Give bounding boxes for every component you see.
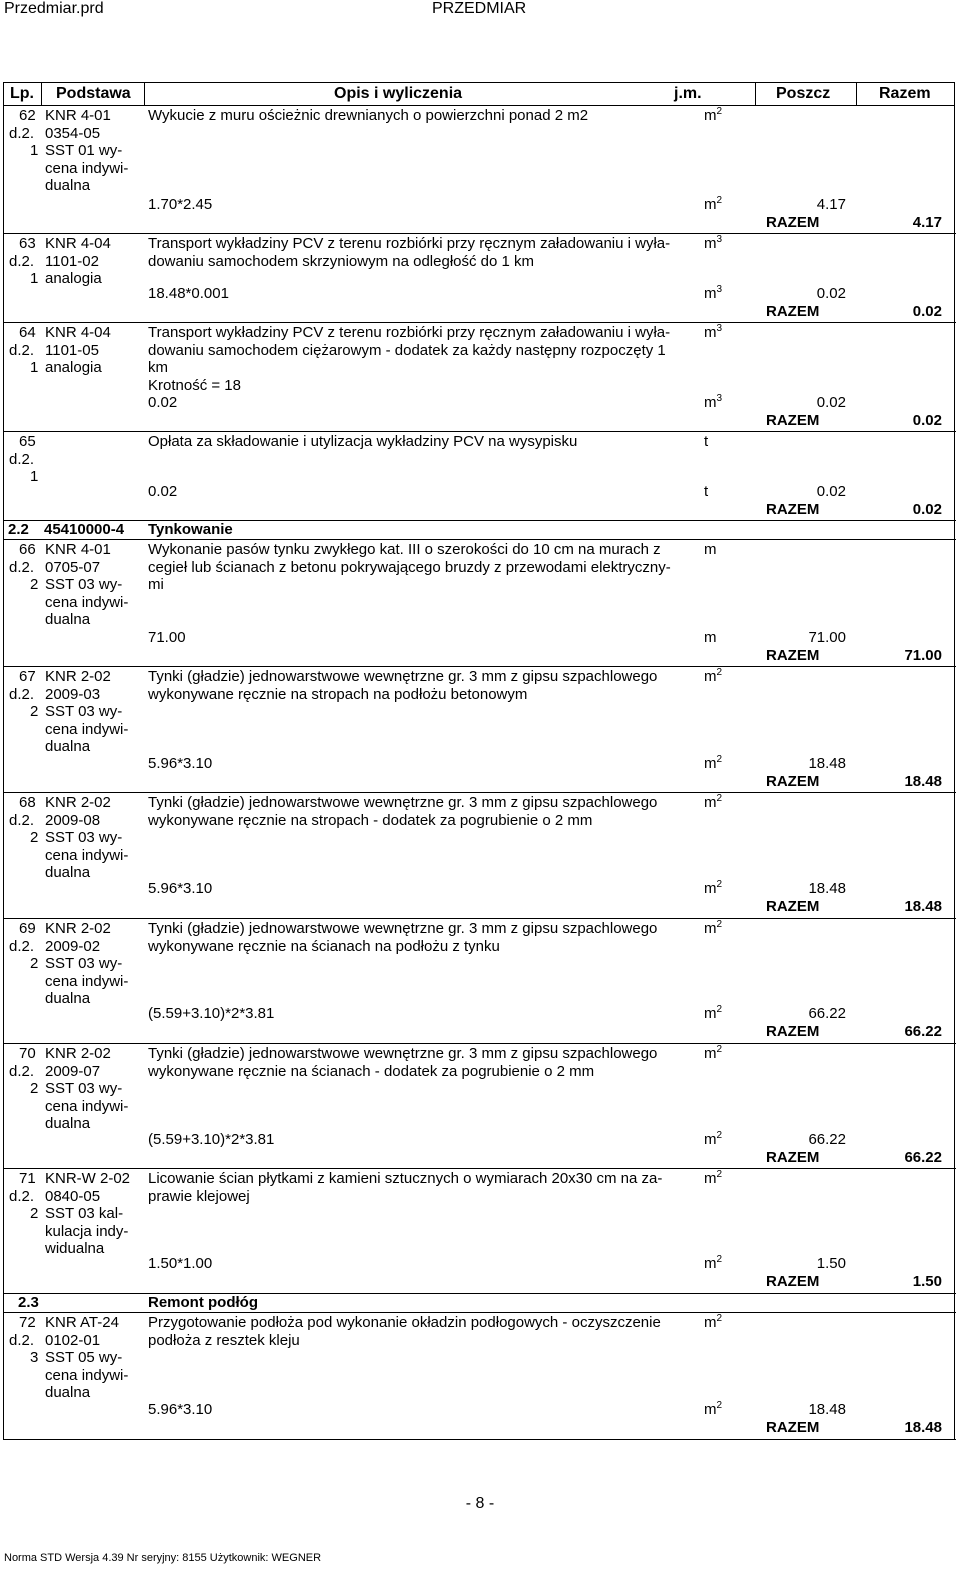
calculation: (5.59+3.10)*2*3.81: [148, 1005, 275, 1022]
podstawa-line: dualna: [45, 1384, 91, 1401]
unit: $m^2$: [704, 1169, 723, 1187]
podstawa-line: SST 03 wy-: [45, 1080, 123, 1097]
lp-line: 65: [19, 433, 36, 450]
lp-line: 63: [19, 235, 36, 252]
calc-unit: $m^2$: [704, 1004, 723, 1022]
opis-line: Krotność = 18: [148, 376, 241, 394]
podstawa-line: 1101-02: [45, 252, 99, 270]
lp-line: 62: [19, 107, 36, 124]
lp-line: 67: [19, 668, 36, 685]
lp-line: 2: [30, 955, 39, 972]
lp-line: 68: [19, 794, 36, 811]
podstawa-line: 0102-01: [45, 1331, 101, 1349]
lp-line: d.2.: [9, 1187, 35, 1205]
podstawa-line: cena indywi-: [45, 1097, 129, 1115]
podstawa-line: KNR 2-02: [45, 920, 111, 937]
page-number: - 8 -: [465, 1495, 495, 1512]
podstawa-line: SST 03 kal-: [45, 1205, 124, 1222]
unit: $m^2$: [704, 106, 723, 124]
calc-unit: $m^3$: [704, 393, 723, 411]
section-title: Remont podłóg: [148, 1294, 258, 1311]
lp-line: 2: [30, 1080, 39, 1097]
lp-line: d.2.: [9, 1331, 35, 1349]
lp-line: d.2.: [9, 685, 35, 703]
opis-line: Tynki (gładzie) jednowarstwowe wewnętrzne gr. 3 mm z gipsu szpachlowego: [148, 794, 658, 811]
lp-line: d.2.: [9, 450, 35, 468]
razem-value: 1.50: [912, 1273, 942, 1290]
razem-value: 18.48: [904, 773, 942, 790]
lp-line: 1: [30, 142, 39, 159]
col-opis: Opis i wyliczenia: [334, 85, 463, 102]
poszcz-value: 0.02: [816, 483, 846, 500]
podstawa-line: 0840-05: [45, 1187, 101, 1205]
razem-value: 66.22: [904, 1149, 942, 1166]
podstawa-line: dualna: [45, 990, 91, 1007]
podstawa-line: SST 03 wy-: [45, 576, 123, 593]
opis-line: Wykucie z muru ościeżnic drewnianych o powierzchni ponad 2 m2: [148, 107, 589, 124]
table-header: [4, 83, 954, 106]
col-poszcz: Poszcz: [776, 85, 831, 102]
opis-line: km: [148, 359, 168, 376]
opis-line: Tynki (gładzie) jednowarstwowe wewnętrzne gr. 3 mm z gipsu szpachlowego: [148, 668, 658, 685]
calc-unit: $m^2$: [704, 195, 723, 213]
col-jm: j.m.: [674, 85, 702, 102]
calc-unit: $m^3$: [704, 284, 723, 302]
unit: $m^2$: [704, 793, 723, 811]
calc-unit: $m^2$: [704, 879, 723, 897]
razem-value: 66.22: [904, 1023, 942, 1040]
lp-line: d.2.: [9, 811, 35, 829]
opis-line: wykonywane ręcznie na stropach na podłożu betonowym: [148, 685, 528, 703]
calc-unit: $m^2$: [704, 754, 723, 772]
file-name: Przedmiar.prd: [4, 0, 104, 17]
calculation: 71.00: [148, 629, 186, 646]
unit: t: [704, 433, 709, 450]
podstawa-line: KNR 2-02: [45, 1045, 111, 1062]
podstawa-line: KNR AT-24: [45, 1314, 119, 1331]
opis-line: Tynki (gładzie) jednowarstwowe wewnętrzne gr. 3 mm z gipsu szpachlowego: [148, 920, 658, 937]
section-number: 2.3: [18, 1294, 39, 1311]
opis-line: Opłata za składowanie i utylizacja wykładziny PCV na wysypisku: [148, 433, 578, 450]
razem-label: RAZEM: [766, 898, 820, 915]
poszcz-value: 18.48: [808, 1401, 846, 1418]
unit: $m^2$: [704, 1313, 723, 1331]
poszcz-value: 0.02: [816, 394, 846, 411]
calculation: 0.02: [148, 483, 178, 500]
section-title: Tynkowanie: [148, 521, 233, 538]
podstawa-line: KNR 4-01: [45, 107, 111, 124]
opis-line: Transport wykładziny PCV z terenu rozbiórki przy ręcznym załadowaniu i wyła-: [148, 324, 671, 341]
podstawa-line: KNR 4-01: [45, 541, 111, 558]
podstawa-line: KNR-W 2-02: [45, 1170, 131, 1187]
razem-value: 0.02: [912, 501, 942, 518]
razem-label: RAZEM: [766, 1023, 820, 1040]
poszcz-value: 4.17: [816, 196, 846, 213]
podstawa-line: 1101-05: [45, 341, 99, 359]
podstawa-line: SST 03 wy-: [45, 829, 123, 846]
page-header: [0, 0, 960, 20]
razem-label: RAZEM: [766, 1273, 820, 1290]
lp-line: 64: [19, 324, 36, 341]
lp-line: d.2.: [9, 341, 35, 359]
lp-line: d.2.: [9, 1062, 35, 1080]
section-number: 2.2: [8, 521, 29, 538]
opis-line: podłoża z resztek kleju: [148, 1331, 300, 1349]
podstawa-line: SST 03 wy-: [45, 703, 123, 720]
podstawa-line: KNR 4-04: [45, 324, 111, 341]
podstawa-line: 0354-05: [45, 124, 101, 142]
podstawa-line: 2009-07: [45, 1062, 101, 1080]
podstawa-line: cena indywi-: [45, 720, 129, 738]
opis-line: Tynki (gładzie) jednowarstwowe wewnętrzne gr. 3 mm z gipsu szpachlowego: [148, 1045, 658, 1062]
podstawa-line: KNR 4-04: [45, 235, 111, 252]
podstawa-line: cena indywi-: [45, 972, 129, 990]
poszcz-value: 71.00: [808, 629, 846, 646]
section-code: 45410000-4: [44, 521, 125, 538]
razem-label: RAZEM: [766, 501, 820, 518]
razem-value: 0.02: [912, 412, 942, 429]
razem-label: RAZEM: [766, 303, 820, 320]
podstawa-line: KNR 2-02: [45, 668, 111, 685]
podstawa-line: kulacja indy-: [45, 1222, 129, 1240]
razem-value: 4.17: [912, 214, 942, 231]
podstawa-line: 2009-03: [45, 685, 101, 703]
col-lp: Lp.: [10, 85, 34, 102]
opis-line: wykonywane ręcznie na ścianach - dodatek za pogrubienie o 2 mm: [148, 1062, 595, 1080]
col-razem: Razem: [879, 85, 931, 102]
podstawa-line: dualna: [45, 864, 91, 881]
poszcz-value: 0.02: [816, 285, 846, 302]
razem-label: RAZEM: [766, 647, 820, 664]
lp-line: 2: [30, 703, 39, 720]
lp-line: 3: [30, 1349, 39, 1366]
calc-unit: $m^2$: [704, 1400, 723, 1418]
calculation: (5.59+3.10)*2*3.81: [148, 1131, 275, 1148]
podstawa-line: analogia: [45, 359, 102, 376]
lp-line: 72: [19, 1314, 36, 1331]
razem-value: 0.02: [912, 303, 942, 320]
podstawa-line: dualna: [45, 1115, 91, 1132]
lp-line: 1: [30, 359, 39, 376]
podstawa-line: dualna: [45, 177, 91, 194]
calculation: 0.02: [148, 394, 178, 411]
poszcz-value: 66.22: [808, 1131, 846, 1148]
opis-line: wykonywane ręcznie na ścianach na podłożu z tynku: [148, 937, 500, 955]
lp-line: 2: [30, 576, 39, 593]
lp-line: d.2.: [9, 558, 35, 576]
razem-value: 18.48: [904, 1419, 942, 1436]
razem-label: RAZEM: [766, 1149, 820, 1166]
razem-label: RAZEM: [766, 773, 820, 790]
lp-line: 1: [30, 270, 39, 287]
calculation: 5.96*3.10: [148, 755, 213, 772]
przedmiar-table: [3, 82, 955, 1440]
document-title: PRZEDMIAR: [432, 0, 527, 17]
opis-line: mi: [148, 576, 164, 593]
podstawa-line: cena indywi-: [45, 1366, 129, 1384]
podstawa-line: SST 01 wy-: [45, 142, 123, 159]
lp-line: d.2.: [9, 124, 35, 142]
calculation: 18.48*0.001: [148, 285, 229, 302]
podstawa-line: KNR 2-02: [45, 794, 111, 811]
opis-line: Transport wykładziny PCV z terenu rozbiórki przy ręcznym załadowaniu i wyła-: [148, 235, 671, 252]
lp-line: d.2.: [9, 252, 35, 270]
poszcz-value: 18.48: [808, 880, 846, 897]
unit: $m^2$: [704, 1044, 723, 1062]
lp-line: d.2.: [9, 937, 35, 955]
calc-unit: $m^2$: [704, 1254, 723, 1272]
opis-line: prawie klejowej: [148, 1187, 250, 1205]
podstawa-line: 2009-08: [45, 811, 101, 829]
opis-line: dowaniu samochodem skrzyniowym na odległość do 1 km: [148, 252, 535, 270]
calc-unit: t: [704, 483, 709, 500]
lp-line: 2: [30, 829, 39, 846]
calculation: 5.96*3.10: [148, 1401, 213, 1418]
unit: $m^2$: [704, 919, 723, 937]
opis-line: wykonywane ręcznie na stropach - dodatek za pogrubienie o 2 mm: [148, 811, 593, 829]
unit: m: [704, 541, 717, 558]
opis-line: Licowanie ścian płytkami z kamieni sztucznych o wymiarach 20x30 cm na za-: [148, 1170, 663, 1187]
podstawa-line: dualna: [45, 738, 91, 755]
podstawa-line: SST 05 wy-: [45, 1349, 123, 1366]
podstawa-line: SST 03 wy-: [45, 955, 123, 972]
lp-line: 69: [19, 920, 36, 937]
podstawa-line: 0705-07: [45, 558, 101, 576]
unit: $m^3$: [704, 234, 723, 252]
opis-line: cegieł lub ścianach z betonu pokrywającego bruzdy z przewodami elektryczny-: [148, 558, 671, 576]
calculation: 1.50*1.00: [148, 1255, 213, 1272]
podstawa-line: dualna: [45, 611, 91, 628]
unit: $m^3$: [704, 323, 723, 341]
col-podstawa: Podstawa: [56, 85, 131, 102]
podstawa-line: analogia: [45, 270, 102, 287]
razem-value: 71.00: [904, 647, 942, 664]
podstawa-line: 2009-02: [45, 937, 101, 955]
lp-line: 71: [19, 1170, 36, 1187]
lp-line: 2: [30, 1205, 39, 1222]
lp-line: 70: [19, 1045, 36, 1062]
razem-value: 18.48: [904, 898, 942, 915]
razem-label: RAZEM: [766, 214, 820, 231]
lp-line: 66: [19, 541, 36, 558]
razem-label: RAZEM: [766, 1419, 820, 1436]
podstawa-line: cena indywi-: [45, 159, 129, 177]
opis-line: Przygotowanie podłoża pod wykonanie okładzin podłogowych - oczyszczenie: [148, 1314, 661, 1331]
podstawa-line: widualna: [45, 1240, 105, 1257]
poszcz-value: 66.22: [808, 1005, 846, 1022]
calculation: 1.70*2.45: [148, 196, 213, 213]
opis-line: dowaniu samochodem ciężarowym - dodatek za każdy następny rozpoczęty 1: [148, 341, 666, 359]
lp-line: 1: [30, 468, 39, 485]
calc-unit: m: [704, 629, 717, 646]
calculation: 5.96*3.10: [148, 880, 213, 897]
opis-line: Wykonanie pasów tynku zwykłego kat. III o szerokości do 10 cm na murach z: [148, 541, 661, 558]
poszcz-value: 1.50: [816, 1255, 846, 1272]
razem-label: RAZEM: [766, 412, 820, 429]
podstawa-line: cena indywi-: [45, 593, 129, 611]
calc-unit: $m^2$: [704, 1130, 723, 1148]
unit: $m^2$: [704, 667, 723, 685]
software-footer: Norma STD Wersja 4.39 Nr seryjny: 8155 Użytkownik: WEGNER: [4, 1552, 322, 1564]
podstawa-line: cena indywi-: [45, 846, 129, 864]
poszcz-value: 18.48: [808, 755, 846, 772]
